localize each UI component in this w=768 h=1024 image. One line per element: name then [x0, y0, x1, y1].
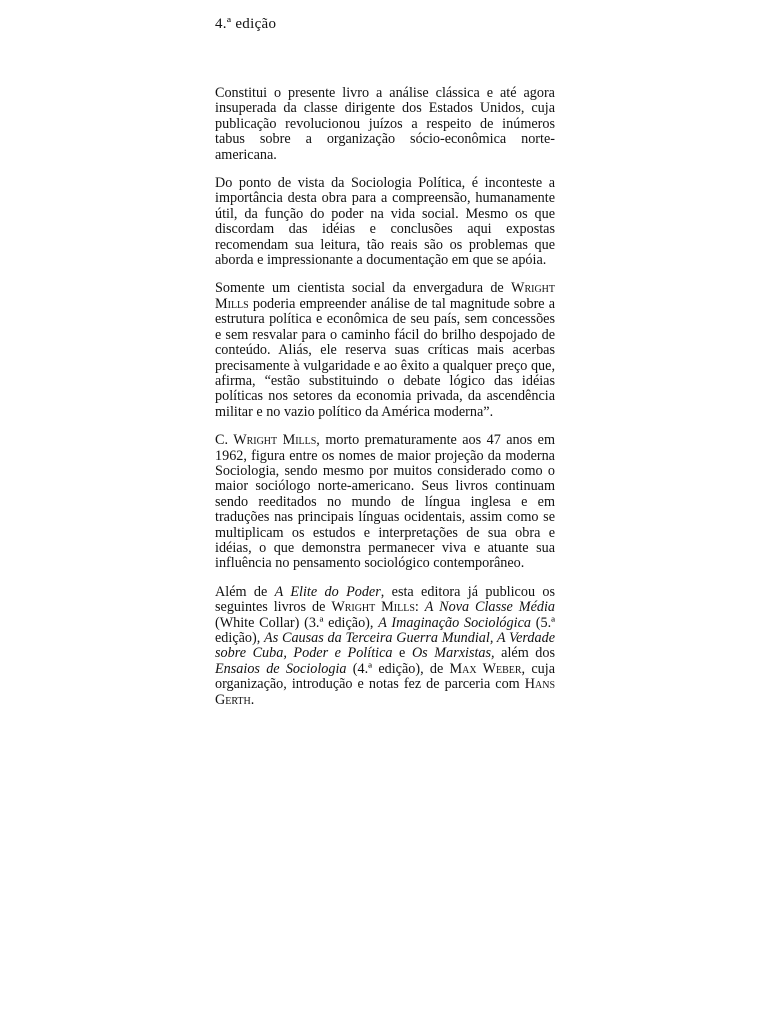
text-segment: além dos [501, 645, 556, 662]
book-title: A Imaginação Sociológica [378, 614, 531, 631]
author-name: Max Weber, [449, 660, 526, 677]
book-title: Os Marxistas, [411, 645, 495, 662]
author-name: C. Wright Mills, [215, 432, 320, 449]
author-name: Wright Mills [215, 280, 555, 312]
text-segment: Somente um cientista social da envergadura de [215, 280, 504, 297]
paragraph-importance: Do ponto de vista da Sociologia Política, é inconteste a importância desta obra para a compreensão, humanamente útil, da função do poder na vida social. Mesmo os que discordam das idéias e conclusões aqui expostas recomendam sua leitura, tão reais são os problemas que aborda e impressionante a documentação em que se apóia. [215, 175, 555, 269]
author-name: Wright Mills: [331, 599, 419, 616]
book-title: Ensaios de Sociologia [215, 660, 347, 677]
paragraph-author-bio [215, 433, 555, 572]
text-segment: poderia empreender análise de tal magnitude sobre a estrutura política e econômica de seu país, sem concessões e sem resvalar para o caminho fácil do brilho despojado de conteúdo. Aliás, ele reserva suas críticas mais acerbas precisamente à vulgaridade e ao êxito a qualquer preço que, afirma, “estão substituindo o debate lógico das idéias políticas nos setores da economia privada, da ascendência militar e no vazio político da América moderna”. [215, 295, 556, 420]
back-cover-text [215, 86, 555, 721]
text-segment: (White Collar) (3.ª edição), [215, 614, 374, 631]
book-title: A Elite do Poder [274, 583, 381, 600]
text-segment: Além de [215, 583, 268, 600]
paragraph-author-scope [215, 281, 555, 420]
text-segment: morto prematuramente aos 47 anos em 1962, figura entre os nomes de maior projeção da moderna Sociologia, sendo mesmo por muitos considerado como o maior sociólogo norte-americano. Seus livros continuam sendo reeditados no mundo de língua inglesa e em traduções nas principais línguas ocidentais, assim como se multiplicam os estudos e interpretações de sua obra e idéias, o que demonstra permanecer viva e atuante sua influência no pensamento sociológico contemporâneo. [215, 432, 556, 572]
book-title: As Causas da Terceira Guerra Mundial, A Verdade sobre Cuba, Poder e Política [215, 630, 555, 662]
paragraph-intro: Constitui o presente livro a análise clássica e até agora insuperada da classe dirigente dos Estados Unidos, cuja publicação revolucionou juízos a respeito de inúmeros tabus sobre a organização sócio-econômica norte-americana. [215, 85, 555, 163]
author-name: Hans Gerth. [215, 676, 556, 708]
book-title: A Nova Classe Média [424, 599, 556, 616]
text-segment: (5.ª edição), [215, 614, 556, 646]
text-segment: e [399, 645, 406, 662]
edition-label: 4.ª edição [215, 16, 277, 32]
text-segment: (4.ª edição), de [352, 660, 444, 677]
paragraph-other-works [215, 585, 555, 708]
text-segment: , esta editora já publicou os seguintes livros de [215, 583, 556, 616]
text-segment: cuja organização, introdução e notas fez de parceria com [215, 660, 556, 693]
